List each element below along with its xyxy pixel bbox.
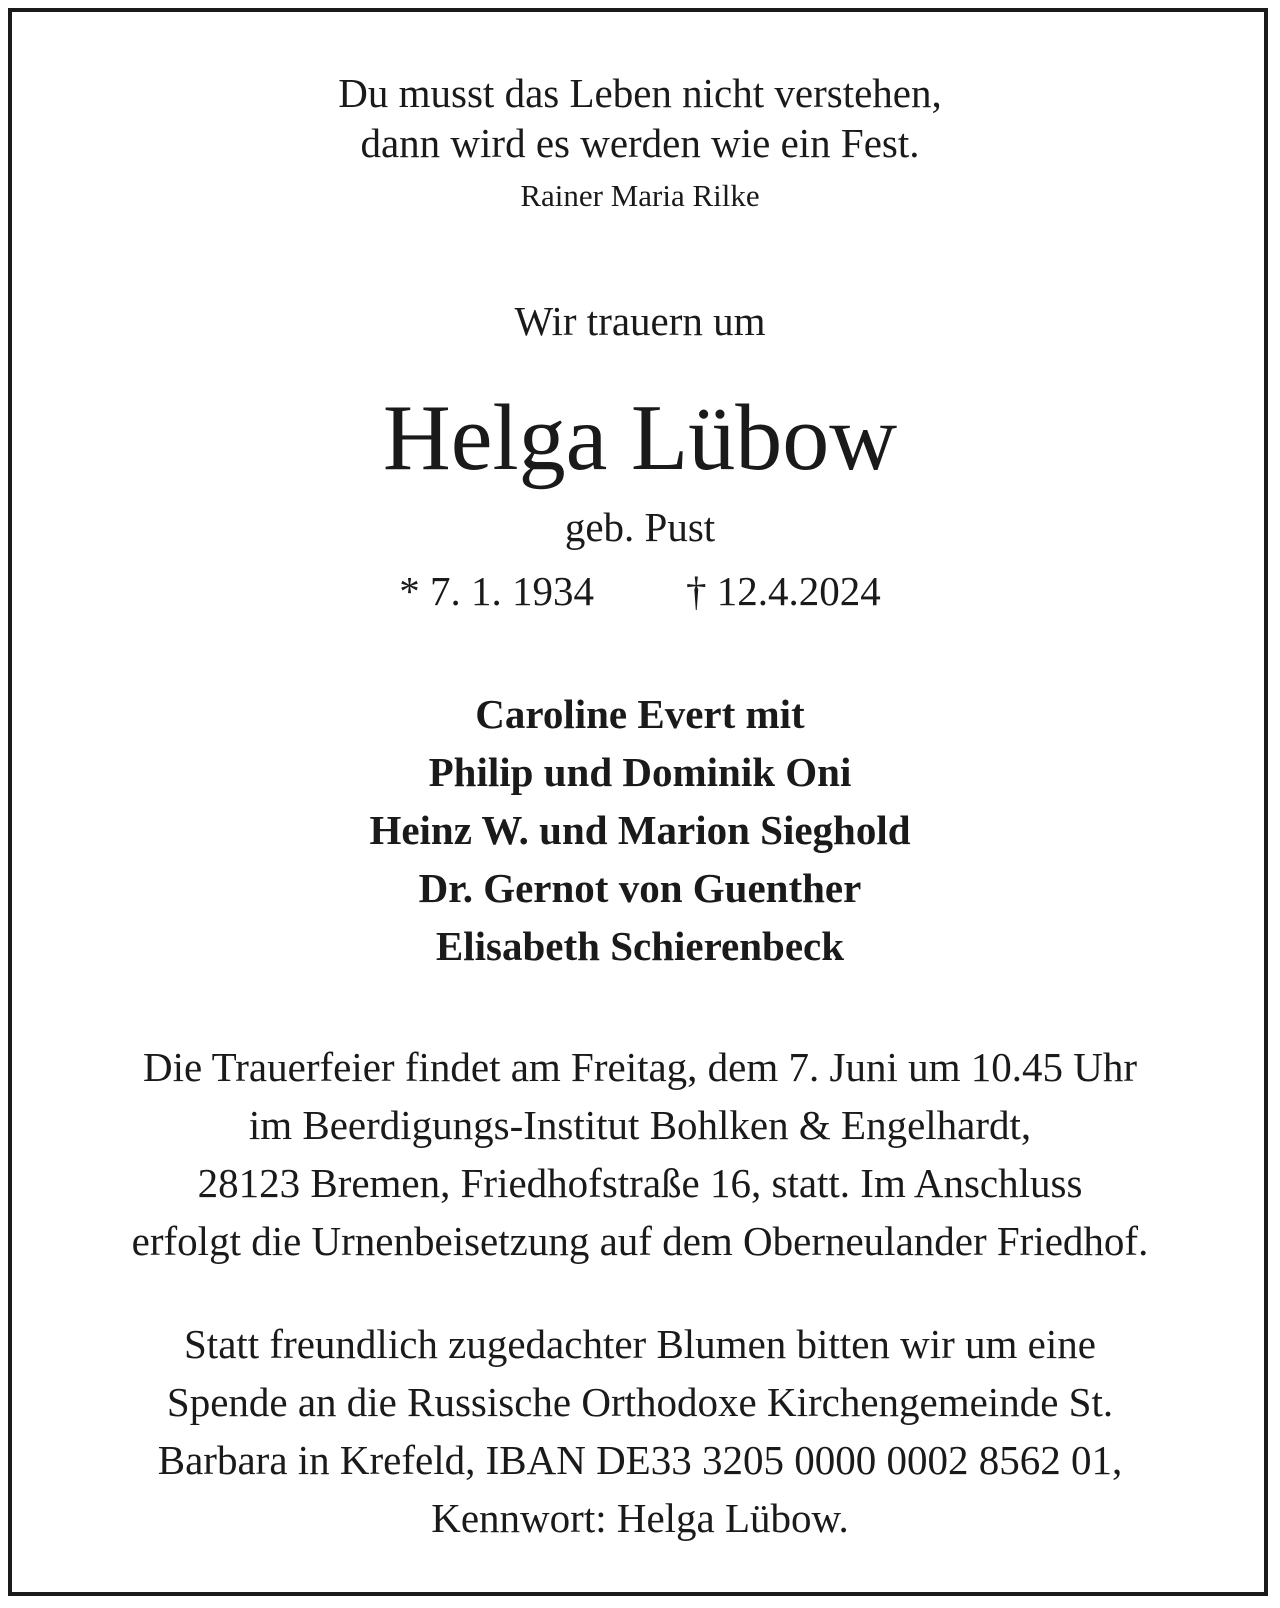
quote-line-1: Du musst das Leben nicht verstehen, (338, 70, 942, 116)
intro-text: Wir trauern um (514, 298, 766, 344)
ceremony-line: 28123 Bremen, Friedhofstraße 16, statt. Im Anschluss (197, 1160, 1083, 1206)
birth-name: geb. Pust (564, 504, 716, 550)
donation-line: Kennwort: Helga Lübow. (431, 1495, 849, 1541)
mourner-line: Philip und Dominik Oni (428, 749, 852, 795)
mourner-line: Heinz W. und Marion Sieghold (369, 807, 911, 853)
mourner-line: Dr. Gernot von Guenther (418, 865, 862, 911)
ceremony-line: Die Trauerfeier findet am Freitag, dem 7. Juni um 10.45 Uhr (142, 1044, 1138, 1090)
ceremony-line: im Beerdigungs-Institut Bohlken & Engelhardt, (248, 1102, 1032, 1148)
donation-line: Statt freundlich zugedachter Blumen bitten wir um eine (184, 1321, 1096, 1367)
life-dates (0, 566, 1280, 616)
quote-line-2: dann wird es werden wie ein Fest. (360, 120, 920, 166)
deceased-name: Helga Lübow (382, 386, 898, 490)
death-date: † 12.4.2024 (686, 568, 881, 614)
mourner-line: Elisabeth Schierenbeck (435, 923, 845, 969)
ceremony-line: erfolgt die Urnenbeisetzung auf dem Oberneulander Friedhof. (131, 1218, 1149, 1264)
donation-line: Spende an die Russische Orthodoxe Kirchengemeinde St. (166, 1379, 1114, 1425)
mourner-line: Caroline Evert mit (475, 691, 805, 737)
quote-author: Rainer Maria Rilke (520, 178, 760, 213)
donation-line: Barbara in Krefeld, IBAN DE33 3205 0000 0002 8562 01, (157, 1437, 1123, 1483)
birth-date: * 7. 1. 1934 (399, 568, 594, 614)
